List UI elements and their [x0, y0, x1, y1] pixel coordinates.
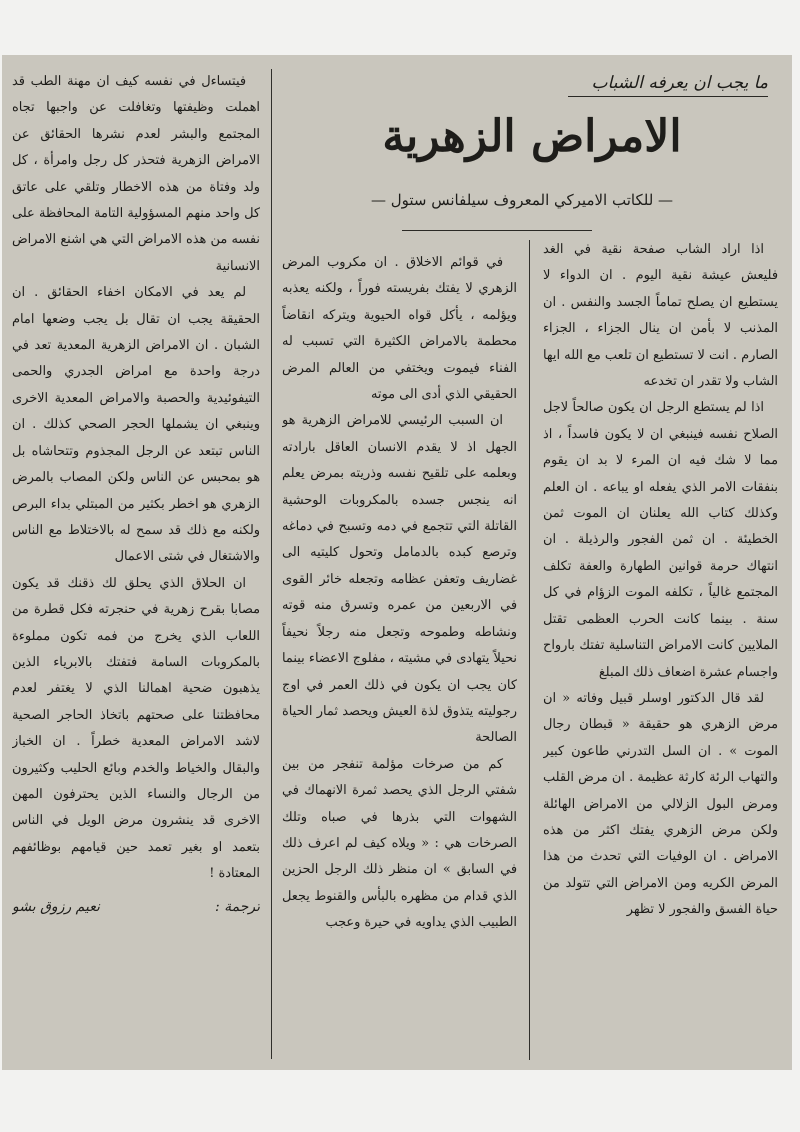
translator-label: ترجمة :: [214, 898, 260, 915]
series-kicker: ما يجب ان يعرفه الشباب: [568, 73, 768, 97]
paragraph: كم من صرخات مؤلمة تنفجر من بين شفتي الرجل الذي يحصد ثمرة الانهماك في الشهوات التي بذرها في صباه وتلك الصرخات هي : « ويلاه كيف لم اعرف ذلك في السابق » ان منظر ذلك الرجل الحزين الذي قدام من مظهره بالبأس والقنوط يجعل الطبيب الذي يداويه في حيرة وعجب: [282, 756, 517, 931]
column-divider: [529, 240, 530, 1060]
paragraph: فيتساءل في نفسه كيف ان مهنة الطب قد اهملت وظيفتها وتغافلت عن واجبها تجاه المجتمع والبشر لعدم نشرها الحقائق عن الامراض الزهرية فتحذر كل رجل وامرأة ، كل ولد وفتاة من هذه الاخطار وتلقي على عاتق كل واحد منهم المسؤولية التامة المحافظة على نفسه من هذه الامراض التي هي اشنع الامراض الانسانية: [12, 74, 260, 274]
paragraph: ان الحلاق الذي يحلق لك ذقنك قد يكون مصابا بقرح زهرية في حنجرته فكل قطرة من اللعاب الذي يخرج من فمه تكون مملوءة بالمكروبات السامة فتفتك بالابرياء الذين يذهبون ضحية اهمالنا الذي لا يغتفر لعدم محافظتنا على صحتهم باتخاذ الحاجر الصحية لاشد الامراض المعدية خطراً . ان الخباز والبقال والخياط والخدم وبائع الحليب وكثيرون من الرجال والنساء الذين يحترفون المهن الاخرى قد ينشرون مرض الويل في الناس بتعمد او بغير تعمد حين قيامهم بوظائفهم المعتادة !: [12, 575, 260, 882]
paragraph: في قوائم الاخلاق . ان مكروب المرض الزهري لا يفتك بفريسته فوراً ، ولكنه يعذبه ويؤلمه ، يأكل قواه الحيوية ويتركه انقاضاً محطمة بالامراض الكثيرة التي تسبب له الفناء فيموت ويختفي من العالم المرض الحقيقي الذي أدى الى موته: [282, 255, 517, 403]
column-divider: [271, 69, 272, 1059]
paragraph: لقد قال الدكتور اوسلر قبيل وفاته « ان مرض الزهري هو حقيقة « قبطان رجال الموت » . ان السل التدرني طاعون كبير والتهاب الرئة كارثة عظيمة . ان مرض القلب ومرض البول الزلالي من الامراض الهائلة ولكن مرض الزهري يفتك اكثر من هذه الامراض . ان الوفيات التي تحدث من هذا المرض الكريه ومن الامراض التي تتولد من حياة الفسق والفجور لا تظهر: [543, 690, 778, 918]
column-2: [282, 250, 517, 1068]
column-1: [543, 237, 778, 1067]
column-3: [12, 69, 260, 1059]
translator-credit: [12, 894, 260, 920]
newspaper-page: [2, 55, 792, 1070]
title-rule: [402, 230, 592, 231]
article-title: الامراض الزهرية: [382, 111, 682, 162]
translator-name: نعيم رزوق بشو: [12, 898, 100, 915]
article-byline: — للكاتب الاميركي المعروف سيلفانس ستول —: [370, 191, 674, 209]
paragraph: اذا اراد الشاب صفحة نقية في الغد فليعش عيشة نقية اليوم . ان الدواء لا يستطيع ان يصلح تماماً الجسد والنفس . ان المذنب لا بأمن ان ينال الجزاء ، الجزاء الصارم . انت لا تستطيع ان تلعب مع الله ايها الشاب ولا تقدر ان تخدعه: [543, 242, 778, 390]
paragraph: لم يعد في الامكان اخفاء الحقائق . ان الحقيقة يجب ان تقال بل يجب وضعها امام الشبان . ان الامراض الزهرية المعدية تعد في درجة واحدة مع امراض الجدري والحمى التيفوئيدية والحصبة والامراض المعدية الاخرى وينبغي ان يشملها الحجر الصحي كذلك . ان الناس تبتعد عن الرجل المجذوم وتتحاشاه بل هو بمحبس عن الناس ولكن المصاب بالمرض الزهري هو اخطر بكثير من المبتلي بداء البرص ولكنه مع ذلك قد سمح له بالاختلاط مع الناس والاشتغال في شتى الاعمال: [12, 285, 260, 565]
paragraph: اذا لم يستطع الرجل ان يكون صالحاً لاجل الصلاح نفسه فينبغي ان لا يكون فاسداً ، اذ مما لا شك فيه ان المرء لا بد ان يقوم بنفقات الامر الذي يفعله او يباعه . ان العلم وكذلك كتاب الله يعلنان ان الموت ثمن الخطيئة . ان ثمن الفجور والرذيلة . ان انتهاك حرمة قوانين الطهارة والعفة تكلف المجتمع غالياً ، تكلفه الموت الزؤام في كل سنة . بينما كانت الحرب العظمى تقتل الملايين كانت الامراض التناسلية تفتك بارواح واجسام عشرة اضعاف ذلك المبلغ: [543, 400, 778, 680]
paragraph: ان السبب الرئيسي للامراض الزهرية هو الجهل اذ لا يقدم الانسان العاقل بارادته وبعلمه على تلقيح نفسه وذريته بمرض يعلم انه ينجس جسده بالمكروبات الوحشية القاتلة التي تتجمع في دمه وتسبح في دماغه وترصع كبده بالدمامل وتحول كليتيه الى غضاريف وتعفن عظامه وتجعله خائر القوى في الاربعين من عمره وتسرق منه قوته ونشاطه وطموحه وتجعل منه رجلاً نحيفاً نحيلاً يتهادى في مشيته ، مفلوج الاعضاء بينما كان يجب ان يكون في ذلك العمر في اوج رجوليته يتذوق لذة العيش ويحصد ثمار الحياة الصالحة: [282, 413, 517, 746]
